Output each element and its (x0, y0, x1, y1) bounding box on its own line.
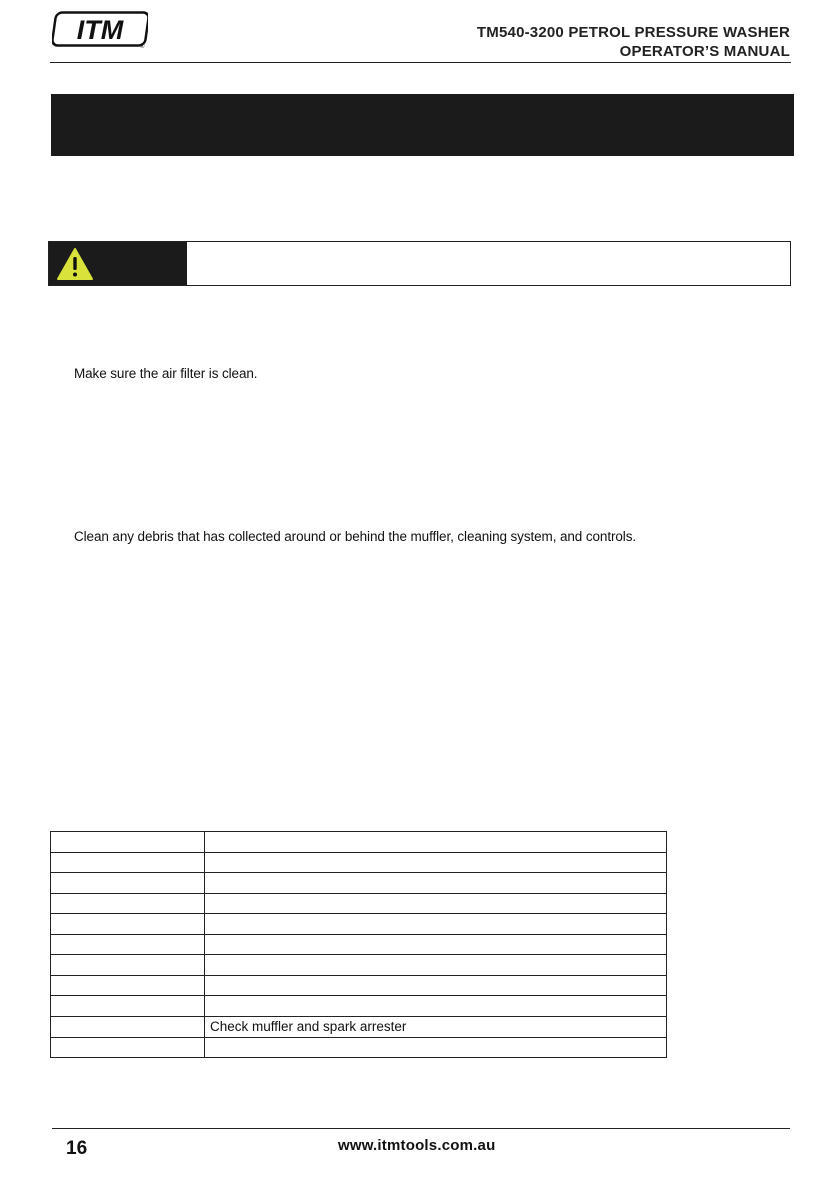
interval-cell (51, 832, 205, 853)
section-title-bar (51, 94, 794, 156)
table-row (51, 893, 667, 914)
maintenance-schedule-table (50, 831, 667, 1058)
table-row (51, 975, 667, 996)
table-row (51, 873, 667, 894)
interval-cell (51, 996, 205, 1017)
warning-label (49, 242, 187, 285)
warning-box (48, 241, 791, 286)
debris-instruction: Clean any debris that has collected around or behind the muffler, cleaning system, and controls. (74, 529, 636, 544)
task-cell (205, 852, 667, 873)
website-url: www.itmtools.com.au (338, 1137, 496, 1154)
task-cell (205, 914, 667, 935)
header-divider (50, 62, 791, 63)
task-cell (205, 955, 667, 976)
svg-text:®: ® (140, 44, 145, 49)
table-row (51, 1037, 667, 1058)
svg-text:ITM: ITM (76, 15, 124, 45)
task-cell (205, 934, 667, 955)
task-cell (205, 893, 667, 914)
interval-cell (51, 893, 205, 914)
task-cell (205, 832, 667, 853)
table-row (51, 832, 667, 853)
interval-cell (51, 873, 205, 894)
interval-cell (51, 852, 205, 873)
interval-cell (51, 934, 205, 955)
page-number: 16 (66, 1138, 88, 1159)
manual-title-line2: OPERATOR’S MANUAL (619, 43, 790, 60)
table-row (51, 914, 667, 935)
table-row (51, 1016, 667, 1037)
footer-divider (52, 1128, 790, 1129)
itm-logo (52, 11, 148, 49)
manual-title (477, 23, 790, 61)
interval-cell (51, 1016, 205, 1037)
table-row (51, 955, 667, 976)
task-cell (205, 975, 667, 996)
task-cell (205, 1037, 667, 1058)
task-cell (205, 873, 667, 894)
task-cell (205, 996, 667, 1017)
interval-cell (51, 955, 205, 976)
air-filter-instruction: Make sure the air filter is clean. (74, 366, 258, 381)
interval-cell (51, 975, 205, 996)
warning-triangle-icon (56, 247, 94, 286)
table-row (51, 852, 667, 873)
interval-cell (51, 914, 205, 935)
manual-title-line1: TM540-3200 PETROL PRESSURE WASHER (476, 24, 790, 41)
task-cell: Check muffler and spark arrester (205, 1016, 667, 1037)
table-row (51, 996, 667, 1017)
interval-cell (51, 1037, 205, 1058)
table-row (51, 934, 667, 955)
